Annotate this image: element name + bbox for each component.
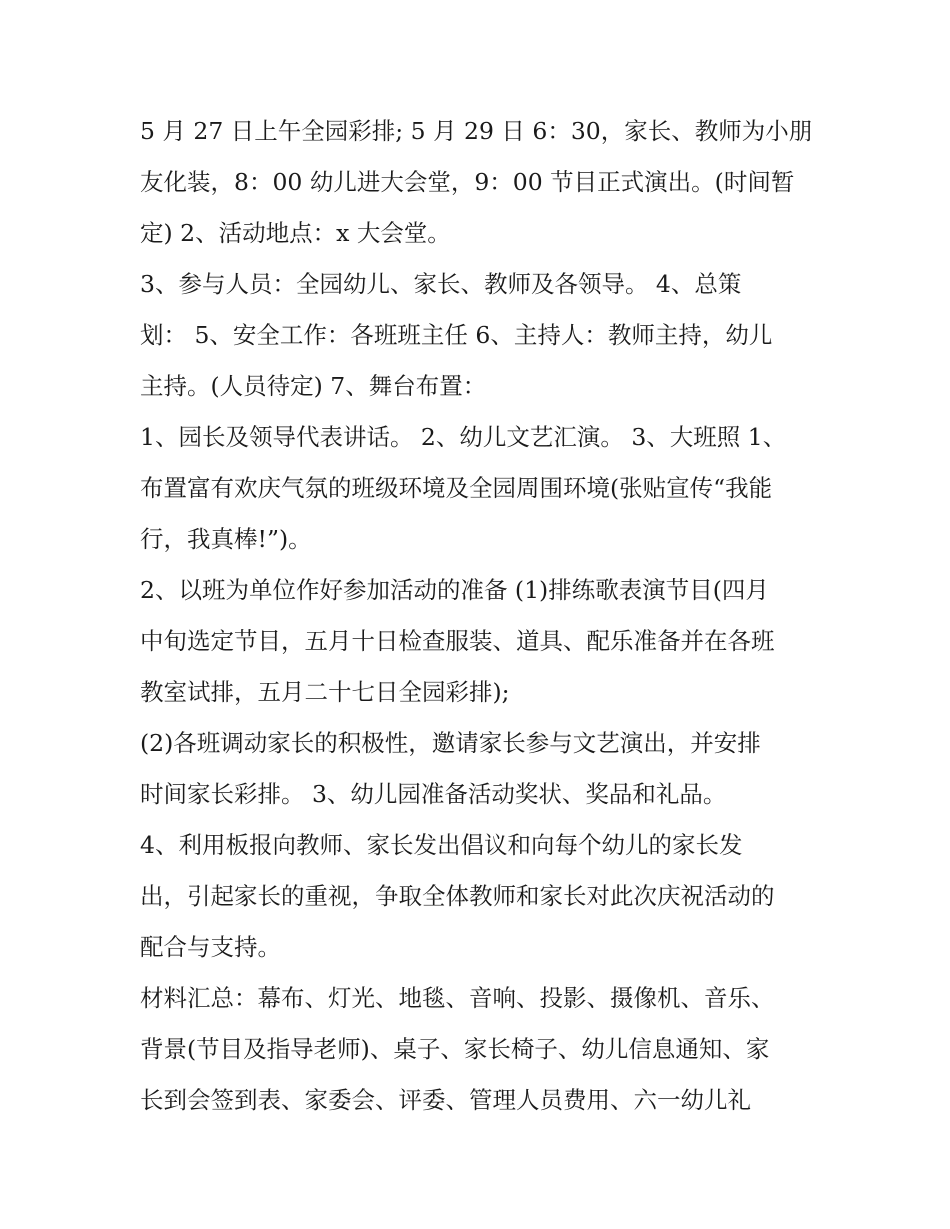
text-line: 定) 2、活动地点：x 大会堂。	[140, 219, 451, 247]
text-line: 4、利用板报向教师、家长发出倡议和向每个幼儿的家长发	[140, 831, 743, 859]
text-line: 材料汇总：幕布、灯光、地毯、音响、投影、摄像机、音乐、	[140, 984, 775, 1012]
text-line: 1、园长及领导代表讲话。 2、幼儿文艺汇演。 3、大班照 1、	[140, 423, 787, 451]
text-line: 行，我真棒!”)。	[140, 525, 312, 553]
text-line: 2、以班为单位作好参加活动的准备 (1)排练歌表演节目(四月	[140, 576, 769, 604]
document-body	[140, 106, 820, 1126]
text-line: (2)各班调动家长的积极性，邀请家长参与文艺演出，并安排	[140, 729, 761, 757]
text-line: 友化装，8：00 幼儿进大会堂，9：00 节目正式演出。(时间暂	[140, 168, 795, 196]
text-line: 出，引起家长的重视，争取全体教师和家长对此次庆祝活动的	[140, 882, 775, 910]
text-line: 布置富有欢庆气氛的班级环境及全园周围环境(张贴宣传“我能	[140, 474, 773, 502]
text-line: 配合与支持。	[140, 933, 281, 961]
text-line: 主持。(人员待定) 7、舞台布置：	[140, 372, 487, 400]
text-line: 划： 5、安全工作：各班班主任 6、主持人：教师主持，幼儿	[140, 321, 773, 349]
text-line: 中旬选定节目，五月十日检查服装、道具、配乐准备并在各班	[140, 627, 775, 655]
text-line: 长到会签到表、家委会、评委、管理人员费用、六一幼儿礼	[140, 1086, 751, 1114]
text-line: 5 月 27 日上午全园彩排; 5 月 29 日 6：30，家长、教师为小朋	[140, 117, 813, 145]
text-line: 教室试排，五月二十七日全园彩排);	[140, 678, 510, 706]
text-line: 3、参与人员：全园幼儿、家长、教师及各领导。 4、总策	[140, 270, 742, 298]
text-line: 背景(节目及指导老师)、桌子、家长椅子、幼儿信息通知、家	[140, 1035, 770, 1063]
text-line: 时间家长彩排。 3、幼儿园准备活动奖状、奖品和礼品。	[140, 780, 727, 808]
